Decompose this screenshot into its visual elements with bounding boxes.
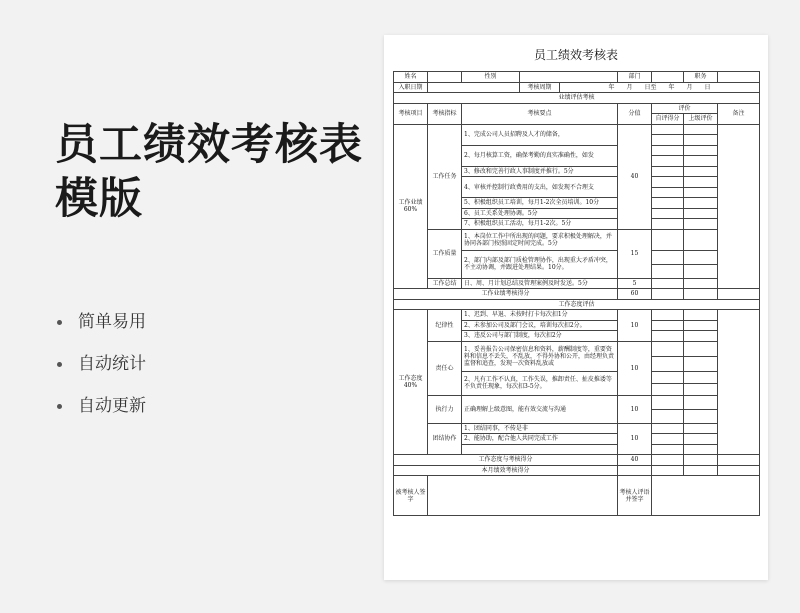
self-score-input[interactable] bbox=[652, 145, 684, 156]
subtotal-score: 60 bbox=[618, 289, 652, 300]
supervisor-score-input[interactable] bbox=[684, 264, 718, 278]
supervisor-score-input[interactable] bbox=[684, 455, 718, 466]
period-range[interactable]: 年 月 日至 年 月 日 bbox=[560, 82, 760, 93]
self-score-input[interactable] bbox=[652, 356, 684, 371]
self-score-input[interactable] bbox=[652, 229, 684, 250]
document-title: 员工绩效考核表 bbox=[533, 48, 618, 62]
point-cell bbox=[462, 444, 618, 455]
column-header: 考核项目 bbox=[394, 103, 428, 124]
supervisor-score-input[interactable] bbox=[684, 198, 718, 209]
self-score-input[interactable] bbox=[652, 289, 684, 300]
supervisor-score-input[interactable] bbox=[684, 250, 718, 264]
bullet-dot-icon bbox=[57, 404, 62, 409]
feature-item bbox=[55, 354, 146, 396]
self-score-input[interactable] bbox=[652, 278, 684, 289]
column-header: 评价 bbox=[652, 103, 718, 114]
table-row bbox=[394, 278, 760, 289]
point-cell: 日、周、月计划总结及管理案例及时发送。5分 bbox=[462, 278, 618, 289]
table-row bbox=[394, 395, 760, 409]
remark-cell[interactable] bbox=[718, 124, 760, 289]
feature-label: 自动更新 bbox=[78, 396, 146, 416]
self-score-input[interactable] bbox=[652, 156, 684, 167]
table-row bbox=[394, 93, 760, 104]
supervisor-score-input[interactable] bbox=[684, 177, 718, 188]
category-cell: 工作业绩 60% bbox=[394, 124, 428, 289]
dept-value[interactable] bbox=[652, 72, 684, 83]
self-score-input[interactable] bbox=[652, 250, 684, 264]
self-score-input[interactable] bbox=[652, 423, 684, 434]
self-score-input[interactable] bbox=[652, 409, 684, 423]
hire-date-value[interactable] bbox=[428, 82, 520, 93]
indicator-cell: 工作质量 bbox=[428, 229, 462, 278]
self-score-input[interactable] bbox=[652, 371, 684, 383]
table-row bbox=[394, 341, 760, 356]
table-row bbox=[394, 310, 760, 321]
column-header: 自评得分 bbox=[652, 114, 684, 125]
table-row bbox=[394, 289, 760, 300]
supervisor-score-input[interactable] bbox=[684, 135, 718, 146]
supervisor-score-input[interactable] bbox=[684, 320, 718, 331]
supervisor-score-input[interactable] bbox=[684, 356, 718, 371]
self-score-input[interactable] bbox=[652, 219, 684, 230]
table-row bbox=[394, 229, 760, 250]
column-header: 分值 bbox=[618, 103, 652, 124]
point-cell: 3、修改和完善行政人事制度并推行。5分 bbox=[462, 166, 618, 177]
self-score-input[interactable] bbox=[652, 264, 684, 278]
self-score-input[interactable] bbox=[652, 187, 684, 198]
supervisor-score-input[interactable] bbox=[684, 156, 718, 167]
total-score[interactable] bbox=[618, 465, 652, 476]
supervisor-score-input[interactable] bbox=[684, 208, 718, 219]
self-score-input[interactable] bbox=[652, 341, 684, 356]
supervisor-score-input[interactable] bbox=[684, 465, 718, 476]
self-score-input[interactable] bbox=[652, 331, 684, 342]
table-row bbox=[394, 299, 760, 310]
employee-signature-field[interactable] bbox=[428, 476, 618, 516]
score-cell: 10 bbox=[618, 395, 652, 423]
supervisor-score-input[interactable] bbox=[684, 229, 718, 250]
column-header: 考核要点 bbox=[462, 103, 618, 124]
appraisal-table bbox=[393, 71, 760, 516]
self-score-input[interactable] bbox=[652, 444, 684, 455]
point-cell: 2、部门内部及部门质检管理协作，出现重大矛盾冲突，不主动协调，并跟进处理结果。10分。 bbox=[462, 250, 618, 278]
subtotal-label: 工作态度与考核得分 bbox=[394, 455, 618, 466]
self-score-input[interactable] bbox=[652, 177, 684, 188]
supervisor-score-input[interactable] bbox=[684, 219, 718, 230]
self-score-input[interactable] bbox=[652, 320, 684, 331]
table-row bbox=[394, 455, 760, 466]
gender-value[interactable] bbox=[520, 72, 618, 83]
remark-cell[interactable] bbox=[718, 465, 760, 476]
self-score-input[interactable] bbox=[652, 434, 684, 445]
indicator-cell: 工作总结 bbox=[428, 278, 462, 289]
score-cell: 10 bbox=[618, 423, 652, 455]
supervisor-score-input[interactable] bbox=[684, 331, 718, 342]
feature-label: 自动统计 bbox=[78, 354, 146, 374]
supervisor-score-input[interactable] bbox=[684, 145, 718, 156]
supervisor-score-input[interactable] bbox=[684, 289, 718, 300]
table-row bbox=[394, 72, 760, 83]
signature-row bbox=[394, 476, 760, 516]
supervisor-score-input[interactable] bbox=[684, 124, 718, 135]
remark-cell[interactable] bbox=[718, 455, 760, 466]
supervisor-score-input[interactable] bbox=[684, 395, 718, 409]
supervisor-score-input[interactable] bbox=[684, 166, 718, 177]
column-header: 考核指标 bbox=[428, 103, 462, 124]
indicator-cell: 团结协作 bbox=[428, 423, 462, 455]
point-cell: 1、本岗位工作中所出现的问题，要求积极处理解决，并协同各部门按照固定时间完成。5分 bbox=[462, 229, 618, 250]
category-cell: 工作态度 40% bbox=[394, 310, 428, 455]
subtotal-label: 工作业绩考核得分 bbox=[394, 289, 618, 300]
self-score-input[interactable] bbox=[652, 124, 684, 135]
score-cell: 15 bbox=[618, 229, 652, 278]
table-row bbox=[394, 82, 760, 93]
feature-item bbox=[55, 396, 146, 438]
bullet-dot-icon bbox=[57, 320, 62, 325]
point-cell: 2、凡有工作不认真，工作失误，推卸责任、扯皮推诿等不负责任现象，每次扣3-5分。 bbox=[462, 371, 618, 395]
total-label: 本月绩效考核得分 bbox=[394, 465, 618, 476]
column-header: 备注 bbox=[718, 103, 760, 124]
reviewer-signature-label: 考核人评语并签字 bbox=[618, 476, 652, 516]
point-cell: 7、积极组织员工活动，每月1-2次。5分 bbox=[462, 219, 618, 230]
self-score-input[interactable] bbox=[652, 395, 684, 409]
label-cell: 职务 bbox=[684, 72, 718, 83]
score-cell: 40 bbox=[618, 124, 652, 229]
label-cell: 入职日期 bbox=[394, 82, 428, 93]
section-header: 工作态度评估 bbox=[394, 299, 760, 310]
column-header: 上级评价 bbox=[684, 114, 718, 125]
supervisor-score-input[interactable] bbox=[684, 409, 718, 423]
bullet-dot-icon bbox=[57, 362, 62, 367]
self-score-input[interactable] bbox=[652, 310, 684, 321]
remark-cell[interactable] bbox=[718, 310, 760, 455]
score-cell: 5 bbox=[618, 278, 652, 289]
supervisor-score-input[interactable] bbox=[684, 423, 718, 434]
self-score-input[interactable] bbox=[652, 135, 684, 146]
self-score-input[interactable] bbox=[652, 198, 684, 209]
document-page bbox=[384, 35, 768, 580]
supervisor-score-input[interactable] bbox=[684, 383, 718, 395]
position-value[interactable] bbox=[718, 72, 760, 83]
supervisor-score-input[interactable] bbox=[684, 187, 718, 198]
subtotal-score: 40 bbox=[618, 455, 652, 466]
point-cell: 1、妥善报告公司保密信息和资料，薪酬制度等，重要资料和信息不丢失，不乱放，不得外协和公开，由经理负责监督和追查，发现一次资料乱放或 bbox=[462, 341, 618, 371]
point-cell: 3、违反公司与部门制度，每次扣2分 bbox=[462, 331, 618, 342]
point-cell: 5、积极组织员工培训，每月1-2次全员培训。10分 bbox=[462, 198, 618, 209]
label-cell: 部门 bbox=[618, 72, 652, 83]
label-cell: 姓名 bbox=[394, 72, 428, 83]
self-score-input[interactable] bbox=[652, 383, 684, 395]
indicator-cell: 执行力 bbox=[428, 395, 462, 423]
point-cell: 1、完成公司人员招聘及人才的储备， bbox=[462, 124, 618, 145]
score-cell: 10 bbox=[618, 341, 652, 395]
supervisor-score-input[interactable] bbox=[684, 341, 718, 356]
label-cell: 考核周期 bbox=[520, 82, 560, 93]
indicator-cell: 工作任务 bbox=[428, 124, 462, 229]
name-value[interactable] bbox=[428, 72, 462, 83]
point-cell: 2、每月核算工资，确保考勤的真实准确性，如发 bbox=[462, 145, 618, 166]
table-row bbox=[394, 465, 760, 476]
point-cell: 2、未参加公司及部门会议，培训每次扣2分。 bbox=[462, 320, 618, 331]
point-cell: 2、能协助，配合他人共同完成工作 bbox=[462, 434, 618, 445]
feature-item bbox=[55, 312, 146, 354]
point-cell: 1、迟到、早退、未按时打卡每次扣1分 bbox=[462, 310, 618, 321]
point-cell: 6、员工关系处理协调。5分 bbox=[462, 208, 618, 219]
remark-cell[interactable] bbox=[718, 289, 760, 300]
indicator-cell: 纪律性 bbox=[428, 310, 462, 342]
indicator-cell: 责任心 bbox=[428, 341, 462, 395]
supervisor-score-input[interactable] bbox=[684, 444, 718, 455]
section-header: 业绩评估考核 bbox=[394, 93, 760, 104]
self-score-input[interactable] bbox=[652, 166, 684, 177]
reviewer-signature-field[interactable] bbox=[652, 476, 760, 516]
self-score-input[interactable] bbox=[652, 208, 684, 219]
supervisor-score-input[interactable] bbox=[684, 371, 718, 383]
point-cell: 1、团结同事，不传是非 bbox=[462, 423, 618, 434]
table-row bbox=[394, 124, 760, 135]
employee-signature-label: 被考核人签字 bbox=[394, 476, 428, 516]
supervisor-score-input[interactable] bbox=[684, 434, 718, 445]
label-cell: 性别 bbox=[462, 72, 520, 83]
self-score-input[interactable] bbox=[652, 455, 684, 466]
point-cell: 正确理解上级意图，能有效交流与沟通 bbox=[462, 395, 618, 423]
score-cell: 10 bbox=[618, 310, 652, 342]
feature-list bbox=[55, 312, 146, 438]
feature-label: 简单易用 bbox=[78, 312, 146, 332]
table-row bbox=[394, 423, 760, 434]
table-header-row bbox=[394, 103, 760, 114]
point-cell: 4、审核并控制行政费用的支出，如发现不合理支 bbox=[462, 177, 618, 198]
supervisor-score-input[interactable] bbox=[684, 310, 718, 321]
supervisor-score-input[interactable] bbox=[684, 278, 718, 289]
self-score-input[interactable] bbox=[652, 465, 684, 476]
headline: 员工绩效考核表模版 bbox=[55, 120, 363, 224]
